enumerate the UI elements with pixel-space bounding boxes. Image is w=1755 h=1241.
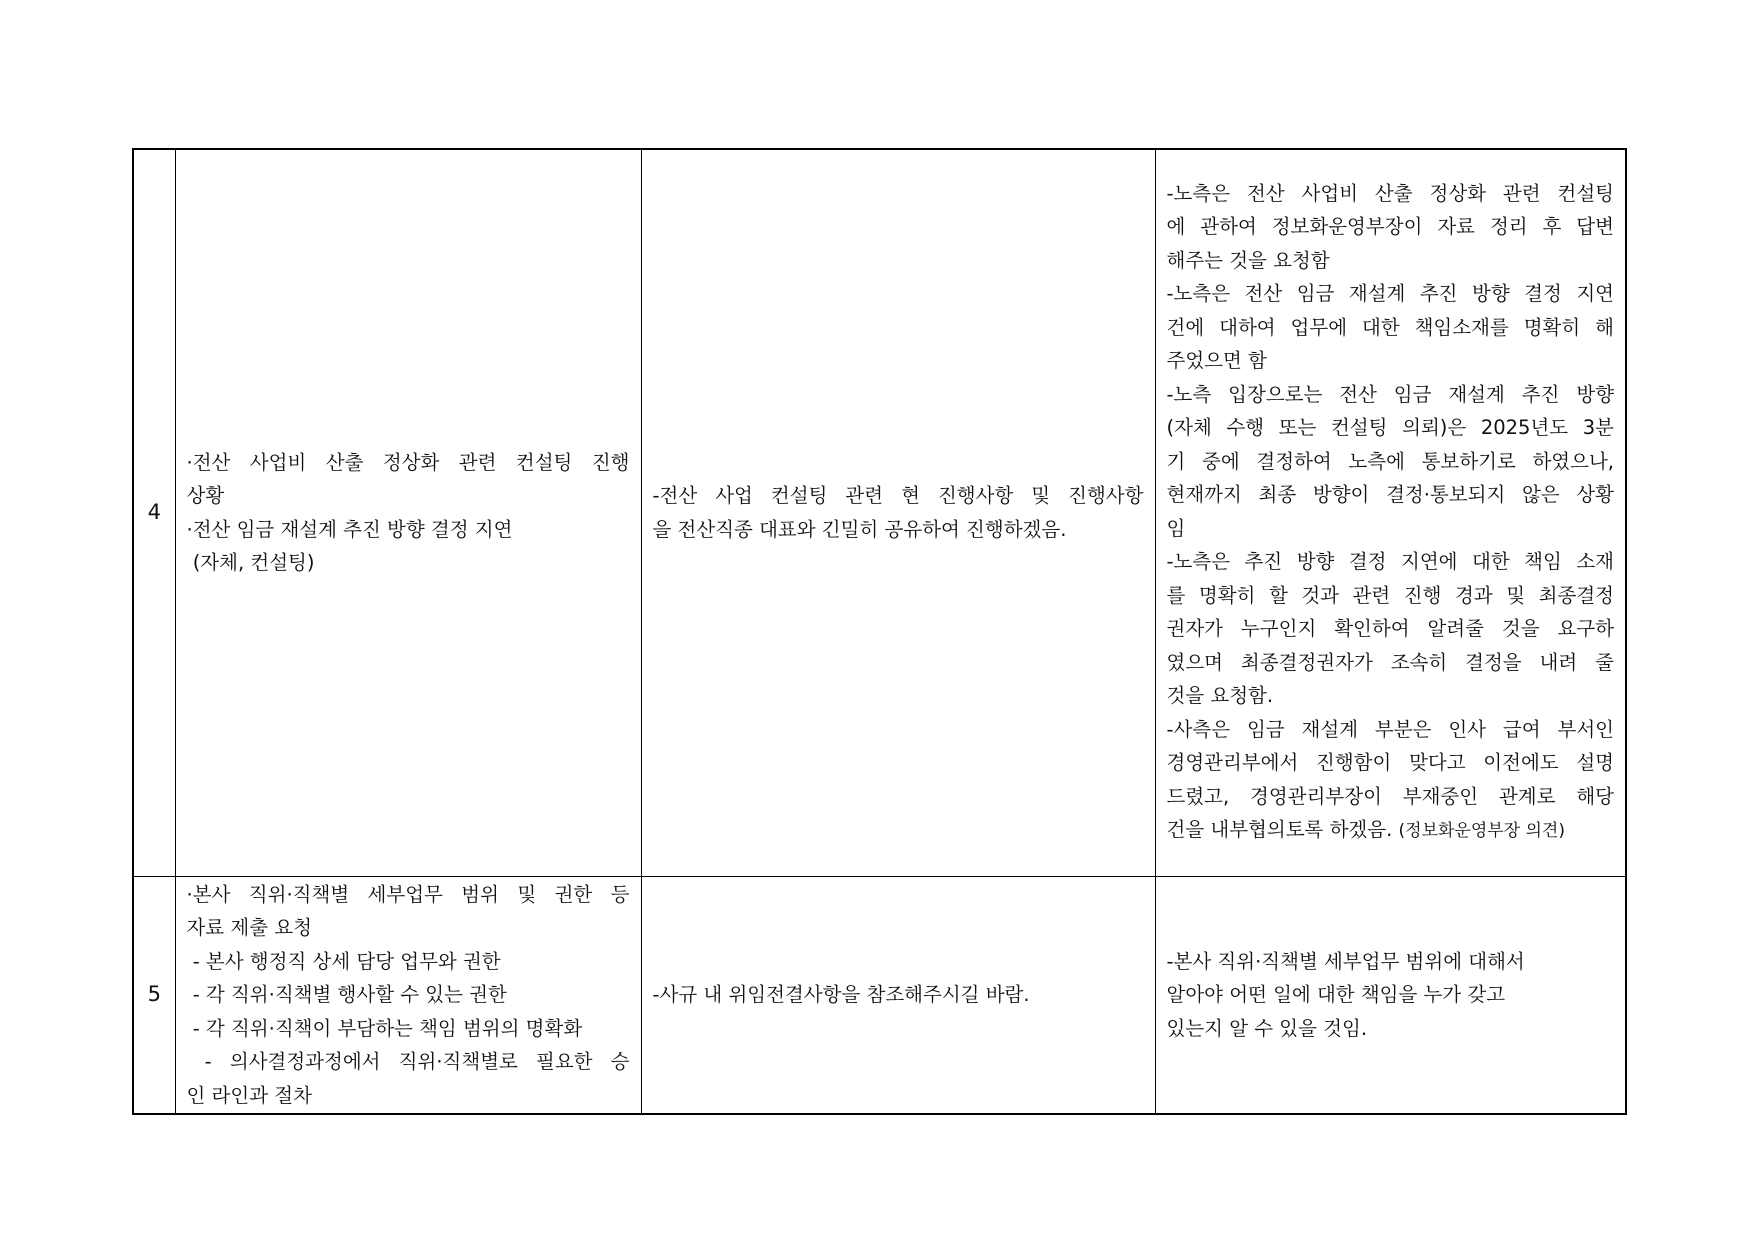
issue-line: ·전산 임금 재설계 추진 방향 결정 지연 [186, 517, 513, 541]
issue-line: (자체, 컨설팅) [186, 551, 315, 575]
remarks-line: 것을 요청함. [1166, 684, 1274, 708]
issue-line: - 의사결정과정에서 직위·직책별로 필요한 승 [186, 1050, 630, 1073]
response-line: -전산 사업 컨설팅 관련 현 진행사항 및 진행사항 [652, 484, 1144, 508]
issue-line: ·전산 사업비 산출 정상화 관련 컨설팅 진행 [186, 450, 630, 474]
issue-line: - 본사 행정직 상세 담당 업무와 권한 [186, 949, 501, 973]
remarks-line: (자체 수행 또는 컨설팅 의뢰)은 2025년도 3분 [1166, 416, 1614, 440]
remarks-line: 경영관리부에서 진행함이 맞다고 이전에도 설명 [1166, 751, 1614, 775]
remarks-line: 있는지 알 수 있을 것임. [1166, 1016, 1368, 1040]
issue-line: - 각 직위·직책별 행사할 수 있는 권한 [186, 983, 507, 1006]
row-number: 4 [133, 149, 175, 876]
remarks-cell [1155, 149, 1626, 876]
remarks-line: 알아야 어떤 일에 대한 책임을 누가 갖고 [1166, 983, 1506, 1006]
remarks-last-line [1167, 813, 1615, 849]
remarks-line: -노측은 전산 사업비 산출 정상화 관련 컨설팅 [1166, 181, 1614, 205]
remarks-line: 를 명확히 할 것과 관련 진행 경과 및 최종결정 [1166, 583, 1614, 607]
issue-line: 상황 [186, 484, 225, 508]
issue-line: - 각 직위·직책이 부담하는 책임 범위의 명확화 [186, 1016, 583, 1040]
issue-cell [175, 876, 641, 1114]
response-line: -사규 내 위임전결사항을 참조해주시길 바람. [652, 983, 1030, 1006]
remarks-line: 권자가 누구인지 확인하여 알려줄 것을 요구하 [1166, 617, 1614, 641]
remarks-line: 드렸고, 경영관리부장이 부재중인 관계로 해당 [1166, 784, 1614, 808]
row-number: 5 [133, 876, 175, 1114]
issue-line: 자료 제출 요청 [186, 916, 312, 939]
remarks-line: -노측은 전산 임금 재설계 추진 방향 결정 지연 [1166, 282, 1614, 306]
issue-cell [175, 149, 641, 876]
remarks-line: 주었으면 함 [1166, 349, 1267, 373]
remarks-line: 현재까지 최종 방향이 결정·통보되지 않은 상황 [1166, 483, 1614, 507]
remarks-line: 건을 내부협의토록 하겠음. [1166, 818, 1393, 842]
table-row [133, 876, 1626, 1114]
response-cell [641, 876, 1155, 1114]
remarks-line: 에 관하여 정보화운영부장이 자료 정리 후 답변 [1166, 215, 1614, 239]
remarks-line: 기 중에 결정하여 노측에 통보하기로 하였으나, [1166, 449, 1614, 473]
remarks-line: -본사 직위·직책별 세부업무 범위에 대해서 [1166, 949, 1525, 973]
minutes-table [132, 148, 1627, 1115]
remarks-line: 건에 대하여 업무에 대한 책임소재를 명확히 해 [1166, 315, 1614, 339]
remarks-line: -노측은 추진 방향 결정 지연에 대한 책임 소재 [1166, 550, 1614, 574]
remarks-line: 해주는 것을 요청함 [1166, 248, 1330, 272]
remarks-line: 였으며 최종결정권자가 조속히 결정을 내려 줄 [1166, 650, 1614, 674]
response-line: 을 전산직종 대표와 긴밀히 공유하여 진행하겠음. [652, 517, 1067, 541]
response-cell [641, 149, 1155, 876]
remarks-line: -노측 입장으로는 전산 임금 재설계 추진 방향 [1166, 382, 1614, 406]
table-row [133, 149, 1626, 876]
remarks-line: -사측은 임금 재설계 부분은 인사 급여 부서인 [1166, 717, 1614, 741]
remarks-line: 임 [1166, 516, 1186, 540]
issue-line: 인 라인과 절차 [186, 1083, 312, 1107]
issue-line: ·본사 직위·직책별 세부업무 범위 및 권한 등 [186, 882, 630, 906]
remarks-note: (정보화운영부장 의견) [1398, 821, 1565, 842]
remarks-cell [1155, 876, 1626, 1114]
